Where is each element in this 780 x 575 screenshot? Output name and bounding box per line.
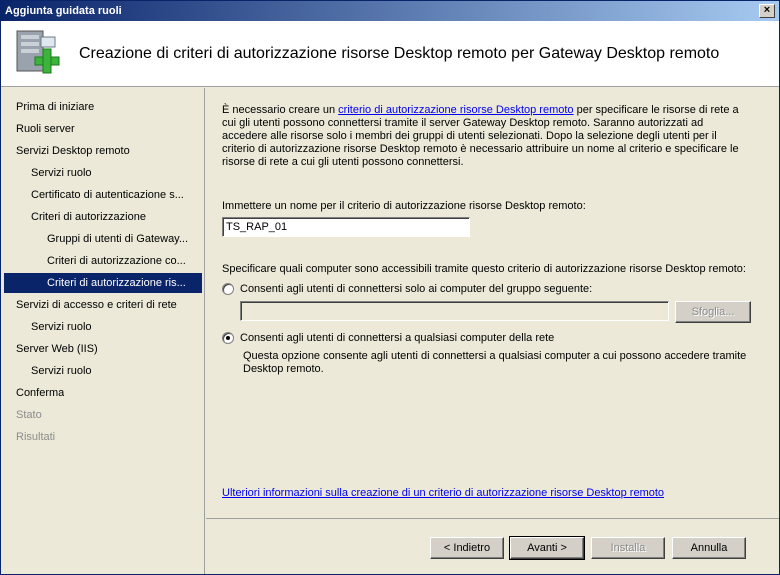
cancel-button[interactable]: Annulla (672, 537, 746, 559)
browse-button: Sfoglia... (675, 301, 751, 323)
nav-item-certificato[interactable]: Certificato di autenticazione s... (31, 189, 184, 201)
option-any-description: Questa opzione consente agli utenti di connettersi a qualsiasi computer a cui possono accedere tramite Desktop remoto. (243, 350, 747, 375)
nav-item-server-web[interactable]: Server Web (IIS) (16, 343, 98, 355)
nav-item-risultati: Risultati (16, 431, 56, 443)
policy-name-input[interactable] (222, 217, 470, 237)
install-button: Installa (591, 537, 665, 559)
wizard-content (206, 88, 779, 518)
computers-label: Specificare quali computer sono accessibili tramite questo criterio di autorizzazione risorse Desktop remoto: (222, 263, 746, 275)
more-info-link[interactable]: Ulteriori informazioni sulla creazione di un criterio di autorizzazione risorse Desktop remoto (222, 487, 665, 499)
nav-item-servizi-ruolo-2[interactable]: Servizi ruolo (31, 321, 92, 333)
name-label: Immettere un nome per il criterio di autorizzazione risorse Desktop remoto: (222, 200, 586, 212)
title-bar (1, 1, 779, 21)
next-button[interactable]: Avanti > (510, 537, 584, 559)
nav-item-servizi-ruolo[interactable]: Servizi ruolo (31, 167, 92, 179)
nav-item-ruoli-server[interactable]: Ruoli server (16, 123, 75, 135)
nav-item-prima-di-iniziare[interactable]: Prima di iniziare (16, 101, 95, 113)
nav-item-gruppi-utenti[interactable]: Gruppi di utenti di Gateway... (47, 233, 189, 245)
server-add-icon (13, 29, 63, 81)
wizard-sidebar (1, 88, 205, 574)
page-title: Creazione di criteri di autorizzazione risorse Desktop remoto per Gateway Desktop remoto (79, 45, 720, 62)
group-input (240, 301, 669, 321)
intro-text-start: È necessario creare un (222, 104, 339, 116)
nav-item-conferma[interactable]: Conferma (16, 387, 65, 399)
intro-text-end: per specificare le risorse di rete a cui gli utenti possono connettersi tramite il server Gateway Desktop remoto. Saranno autorizzati ad accedere alle risorse solo i membri dei gruppi di utenti selezionati. Dopo la selezione degli utenti per il criterio di autorizzazione risorse Desktop remoto è necessario attribuire un nome al criterio e specificare le risorse di rete a cui gli utenti possono connettersi. (222, 104, 739, 168)
radio-group-computers[interactable] (222, 283, 234, 295)
wizard-footer (206, 518, 779, 574)
window-title: Aggiunta guidata ruoli (5, 5, 122, 17)
wizard-header (1, 21, 779, 87)
radio-any-computer[interactable] (222, 332, 234, 344)
back-button[interactable]: < Indietro (430, 537, 504, 559)
radio-group-computers-label[interactable]: Consenti agli utenti di connettersi solo ai computer del gruppo seguente: (240, 283, 593, 295)
nav-item-criteri-autorizzazione[interactable]: Criteri di autorizzazione (31, 211, 146, 223)
rap-link[interactable]: criterio di autorizzazione risorse Desktop remoto (338, 104, 574, 116)
radio-any-computer-label[interactable]: Consenti agli utenti di connettersi a qualsiasi computer della rete (240, 332, 555, 344)
nav-item-criteri-connessione[interactable]: Criteri di autorizzazione co... (47, 255, 186, 267)
close-button[interactable]: × (759, 4, 775, 18)
nav-item-criteri-risorse[interactable]: Criteri di autorizzazione ris... (4, 273, 202, 293)
nav-item-servizi-desktop-remoto[interactable]: Servizi Desktop remoto (16, 145, 130, 157)
nav-item-servizi-ruolo-3[interactable]: Servizi ruolo (31, 365, 92, 377)
intro-text (222, 104, 742, 169)
nav-item-stato: Stato (16, 409, 42, 421)
nav-item-servizi-accesso[interactable]: Servizi di accesso e criteri di rete (16, 299, 177, 311)
